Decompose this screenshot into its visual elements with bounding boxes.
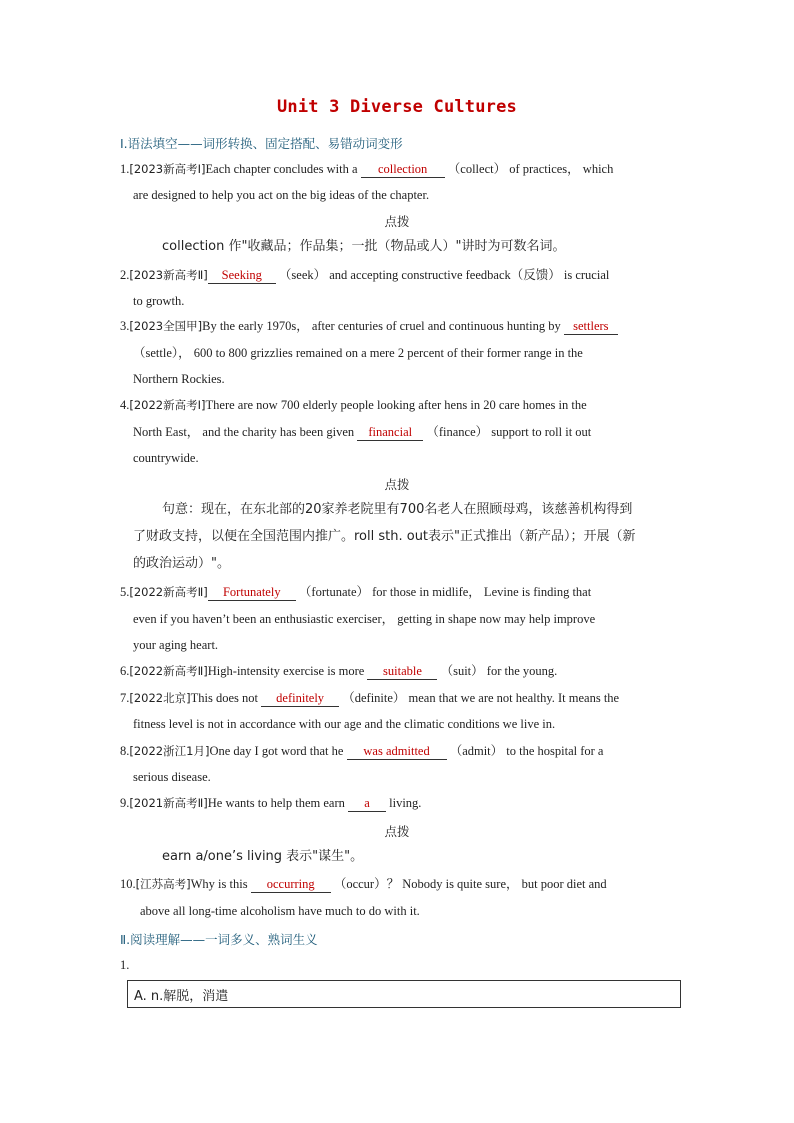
option-box (127, 980, 681, 1008)
question-text: （admit） to the hospital for a (449, 744, 604, 758)
tip-note-9: earn a/one’s living 表示"谋生"。 (162, 849, 364, 864)
answer-blank: Fortunately (208, 584, 296, 601)
tip-note-4-line2: 了财政支持，以便在全国范围内推广。roll sth. out表示"正式推出（新产品）；开展（新 (133, 529, 636, 544)
question-text: Each chapter concludes with a (205, 162, 358, 176)
question-source: [2022北京] (129, 691, 191, 705)
question-text: High-intensity exercise is more (207, 664, 365, 678)
question-text: Why is this (190, 877, 248, 891)
question-number: 10. (120, 877, 136, 891)
question-7 (120, 690, 619, 707)
section-heading-reading: Ⅱ.阅读理解——一词多义、熟词生义 (120, 932, 318, 947)
question-number: 2. (120, 268, 130, 282)
question-number: 8. (120, 744, 130, 758)
question-source: [2023新高考Ⅱ] (129, 268, 208, 282)
question-text: （definite） mean that we are not healthy. It means the (342, 691, 620, 705)
answer-blank: suitable (367, 663, 437, 680)
question-source: [2022新高考Ⅱ] (129, 585, 208, 599)
question-number: 3. (120, 319, 130, 333)
question-text: （suit） for the young. (440, 664, 558, 678)
question-10-cont: above all long-time alcoholism have much to do with it. (140, 904, 420, 918)
question-source: [2021新高考Ⅱ] (129, 796, 208, 810)
question-source: [2022新高考Ⅱ] (129, 664, 208, 678)
question-text: By the early 1970s， after centuries of cruel and continuous hunting by (202, 319, 561, 333)
question-number: 7. (120, 691, 130, 705)
question-3-cont2: Northern Rockies. (133, 372, 225, 386)
question-source: [2023新高考Ⅰ] (129, 162, 206, 176)
question-8-cont: serious disease. (133, 770, 211, 784)
tip-label: 点拨 (384, 214, 410, 229)
question-2-cont: to growth. (133, 294, 185, 308)
section-heading-grammar: Ⅰ.语法填空——词形转换、固定搭配、易错动词变形 (120, 136, 403, 151)
question-5-cont2: your aging heart. (133, 638, 219, 652)
question-text: （finance） support to roll it out (426, 425, 592, 439)
answer-blank: financial (357, 424, 423, 441)
question-source: [2022浙江1月] (129, 744, 210, 758)
tip-note-4-line3: 的政治运动）"。 (133, 556, 230, 571)
question-4 (120, 397, 587, 413)
option-a-text: A. n.解脱，消遣 (134, 989, 229, 1004)
question-number: 4. (120, 398, 130, 412)
question-6 (120, 663, 557, 680)
question-1-cont: are designed to help you act on the big ideas of the chapter. (133, 188, 430, 202)
tip-label: 点拨 (384, 477, 410, 492)
question-number: 9. (120, 796, 130, 810)
question-number: 5. (120, 585, 130, 599)
question-text: North East， and the charity has been given (133, 425, 355, 439)
question-8 (120, 743, 603, 760)
question-text: （seek） and accepting constructive feedback（反馈） is crucial (278, 268, 610, 282)
question-number: 1. (120, 162, 130, 176)
question-text: He wants to help them earn (207, 796, 345, 810)
question-1 (120, 161, 613, 178)
answer-blank: occurring (251, 876, 331, 893)
question-text: （fortunate） for those in midlife， Levine is finding that (298, 585, 592, 599)
question-5-cont: even if you haven’t been an enthusiastic exerciser， getting in shape now may help improve (133, 612, 596, 626)
tip-note-1: collection 作"收藏品；作品集；一批（物品或人）"讲时为可数名词。 (162, 239, 566, 254)
answer-blank: was admitted (347, 743, 447, 760)
question-10 (120, 876, 607, 893)
question-source: [江苏高考] (135, 877, 191, 891)
question-text: There are now 700 elderly people looking after hens in 20 care homes in the (205, 398, 587, 412)
question-number: 6. (120, 664, 130, 678)
question-2 (120, 267, 609, 284)
page-title: Unit 3 Diverse Cultures (276, 97, 517, 117)
question-text: （collect） of practices， which (447, 162, 614, 176)
question-text: （occur）？ Nobody is quite sure， but poor diet and (333, 877, 607, 891)
question-9 (120, 795, 421, 812)
question-text: living. (389, 796, 422, 810)
answer-blank: collection (361, 161, 445, 178)
reading-question-number: 1. (120, 958, 130, 972)
tip-label: 点拨 (384, 824, 410, 839)
answer-blank: Seeking (208, 267, 276, 284)
question-text: One day I got word that he (209, 744, 344, 758)
question-3-cont: （settle）， 600 to 800 grizzlies remained on a mere 2 percent of their former range in the (133, 346, 583, 360)
question-3 (120, 318, 618, 335)
question-source: [2023全国甲] (129, 319, 203, 333)
question-text: This does not (190, 691, 258, 705)
answer-blank: settlers (564, 318, 618, 335)
question-source: [2022新高考Ⅰ] (129, 398, 206, 412)
question-4-cont2: countrywide. (133, 451, 199, 465)
answer-blank: definitely (261, 690, 339, 707)
question-5 (120, 584, 591, 601)
question-7-cont: fitness level is not in accordance with our age and the climatic conditions we live in. (133, 717, 556, 731)
answer-blank: a (348, 795, 386, 812)
tip-note-4-line1: 句意：现在，在东北部的20家养老院里有700名老人在照顾母鸡，该慈善机构得到 (162, 502, 633, 517)
question-4-cont (133, 424, 591, 441)
